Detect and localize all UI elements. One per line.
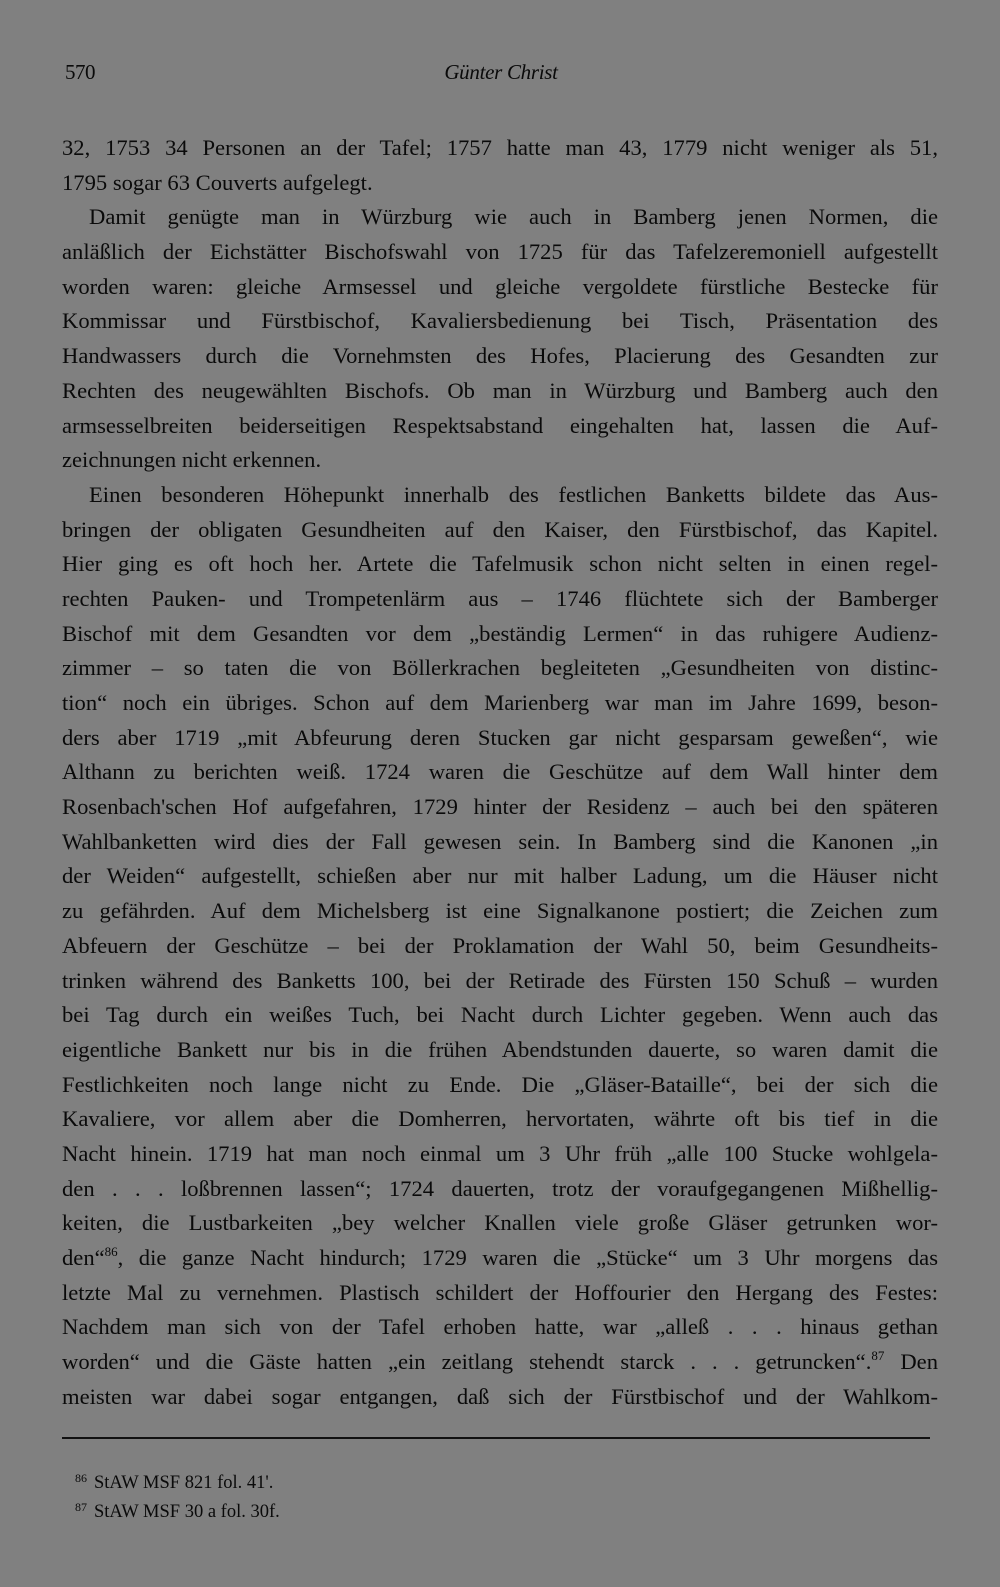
text-line: Damit genügte man in Würzburg wie auch in Bamberg jenen Normen, die	[89, 204, 938, 230]
footnotes	[75, 1466, 935, 1524]
text-line: meisten war dabei sogar entgangen, daß sich der Fürstbischof und der Wahlkom-	[62, 1383, 938, 1409]
text-line: zu gefährden. Auf dem Michelsberg ist eine Signalkanone postiert; die Zeichen zum	[62, 898, 938, 924]
text-line-with-footnote	[62, 1345, 938, 1380]
text-line: anläßlich der Eichstätter Bischofswahl von 1725 für das Tafelzeremoniell aufgestellt	[62, 239, 938, 265]
text-line: eigentliche Bankett nur bis in die frühen Abendstunden dauerte, so waren damit die	[62, 1036, 938, 1062]
text-line: Kommissar und Fürstbischof, Kavaliersbedienung bei Tisch, Präsentation des	[62, 308, 938, 334]
text-line: bringen der obligaten Gesundheiten auf den Kaiser, den Fürstbischof, das Kapitel.	[62, 516, 938, 542]
text-fragment: den“	[62, 1245, 105, 1270]
footnote-divider	[62, 1437, 930, 1439]
text-line: zeichnungen nicht erkennen.	[62, 447, 322, 473]
text-line: tion“ noch ein übriges. Schon auf dem Marienberg war man im Jahre 1699, beson-	[62, 690, 938, 715]
footnote-ref-86[interactable]: 86	[104, 1244, 118, 1259]
text-line: keiten, die Lustbarkeiten „bey welcher Knallen viele große Gläser getrunken wor-	[62, 1210, 938, 1236]
page-header	[65, 60, 937, 94]
text-line: Rosenbach'schen Hof aufgefahren, 1729 hinter der Residenz – auch bei den späteren	[62, 794, 938, 820]
text-line: bei Tag durch ein weißes Tuch, bei Nacht durch Lichter gegeben. Wenn auch das	[62, 1002, 938, 1028]
text-line: 1795 sogar 63 Couverts aufgelegt.	[62, 169, 373, 195]
footnote-86	[75, 1466, 935, 1495]
text-line: ders aber 1719 „mit Abfeurung deren Stucken gar nicht gesparsam geweßen“, wie	[62, 724, 938, 750]
text-line: den . . . loßbrennen lassen“; 1724 dauerten, trotz der voraufgegangenen Mißhellig-	[62, 1175, 938, 1201]
text-line: Bischof mit dem Gesandten vor dem „beständig Lermen“ in das ruhigere Audienz-	[62, 620, 938, 646]
body-text	[62, 131, 938, 1414]
footnote-text: StAW MSF 30 a fol. 30f.	[94, 1502, 280, 1522]
footnote-ref-87[interactable]: 87	[871, 1348, 885, 1364]
text-line: Althann zu berichten weiß. 1724 waren die Geschütze auf dem Wall hinter dem	[62, 759, 938, 785]
page-number: 570	[65, 60, 95, 84]
text-line: Handwassers durch die Vornehmsten des Hofes, Placierung des Gesandten zur	[62, 343, 938, 369]
running-head: Günter Christ	[444, 60, 558, 84]
text-line: Hier ging es oft hoch her. Artete die Tafelmusik schon nicht selten in einen regel-	[62, 551, 938, 577]
text-line: armsesselbreiten beiderseitigen Respektsabstand eingehalten hat, lassen die Auf-	[62, 412, 938, 438]
text-line: Nacht hinein. 1719 hat man noch einmal um 3 Uhr früh „alle 100 Stucke wohlgela-	[62, 1140, 938, 1166]
text-line: worden waren: gleiche Armsessel und gleiche vergoldete fürstliche Bestecke für	[62, 273, 938, 299]
text-line: Abfeuern der Geschütze – bei der Proklamation der Wahl 50, beim Gesundheits-	[62, 932, 938, 958]
text-line: 32, 1753 34 Personen an der Tafel; 1757 hatte man 43, 1779 nicht weniger als 51,	[62, 135, 938, 160]
text-line: Festlichkeiten noch lange nicht zu Ende. Die „Gläser-Bataille“, bei der sich die	[62, 1071, 938, 1097]
text-line-with-footnote	[62, 1241, 938, 1276]
text-line: der Weiden“ aufgestellt, schießen aber nur mit halber Ladung, um die Häuser nicht	[62, 863, 938, 889]
footnote-mark: 87	[75, 1500, 87, 1514]
footnote-87	[75, 1495, 935, 1524]
footnote-text: StAW MSF 821 fol. 41'.	[94, 1473, 274, 1493]
text-line: Einen besonderen Höhepunkt innerhalb des festlichen Banketts bildete das Aus-	[89, 481, 938, 507]
text-line: zimmer – so taten die von Böllerkrachen begleiteten „Gesundheiten von distinc-	[62, 655, 938, 681]
text-line: Wahlbanketten wird dies der Fall gewesen sein. In Bamberg sind die Kanonen „in	[62, 828, 938, 854]
text-line: letzte Mal zu vernehmen. Plastisch schildert der Hoffourier den Hergang des Festes:	[62, 1279, 938, 1305]
text-line: rechten Pauken- und Trompetenlärm aus – 1746 flüchtete sich der Bamberger	[62, 585, 938, 611]
text-line: Rechten des neugewählten Bischofs. Ob man in Würzburg und Bamberg auch den	[62, 377, 938, 403]
text-line: Nachdem man sich von der Tafel erhoben hatte, war „alleß . . . hinaus gethan	[62, 1314, 938, 1340]
footnote-mark: 86	[75, 1471, 87, 1485]
text-line: Kavaliere, vor allem aber die Domherren, hervortaten, währte oft bis tief in die	[62, 1106, 938, 1132]
text-fragment: Den	[884, 1349, 938, 1375]
text-fragment: , die ganze Nacht hindurch; 1729 waren die „Stücke“ um 3 Uhr morgens das	[117, 1245, 938, 1270]
text-line: trinken während des Banketts 100, bei der Retirade des Fürsten 150 Schuß – wurden	[62, 967, 938, 993]
text-fragment: worden“ und die Gäste hatten „ein zeitlang stehendt starck . . . getruncken“.	[62, 1349, 872, 1375]
